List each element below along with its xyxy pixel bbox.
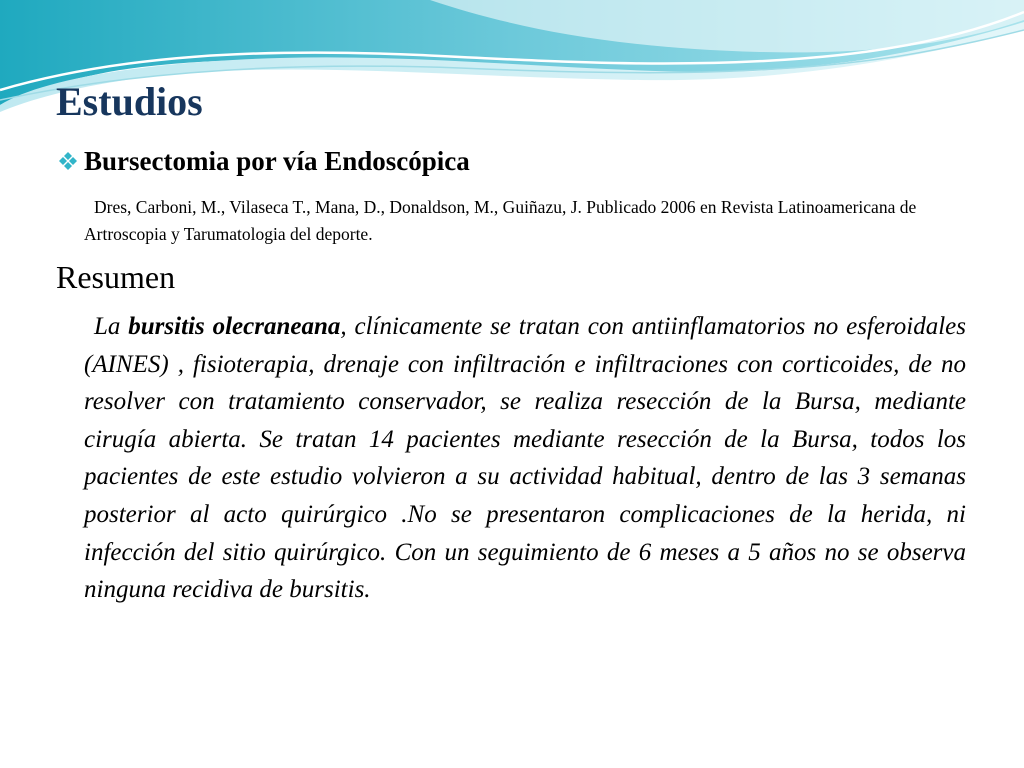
section-heading: Resumen <box>56 259 176 295</box>
slide-title: Estudios <box>56 79 203 124</box>
abstract-intro: La <box>94 313 121 340</box>
bullet-item <box>58 143 470 179</box>
abstract-term: bursitis olecraneana <box>128 313 341 340</box>
citation-text: Dres, Carboni, M., Vilaseca T., Mana, D., Donaldson, M., Guiñazu, J. Publicado 2006 en Revista Latinoamericana de Artroscopia y Tarumatologia del deporte. <box>84 197 917 244</box>
abstract-paragraph <box>84 308 966 609</box>
abstract-body: , clínicamente se tratan con antiinflamatorios no esferoidales (AINES) , fisioterapia, drenaje con infiltración e infiltraciones con corticoides, de no resolver con tratamiento conservador, se realiza resección de la Bursa, mediante cirugía abierta. Se tratan 14 pacientes mediante resección de la Bursa, todos los pacientes de este estudio volvieron a su actividad habitual, dentro de las 3 semanas posterior al acto quirúrgico .No se presentaron complicaciones de la herida, ni infección del sitio quirúrgico. Con un seguimiento de 6 meses a 5 años no se observa ninguna recidiva de bursitis. <box>84 313 966 604</box>
diamond-bullet-icon <box>58 151 78 171</box>
bullet-text: Bursectomia por vía Endoscópica <box>84 146 470 176</box>
